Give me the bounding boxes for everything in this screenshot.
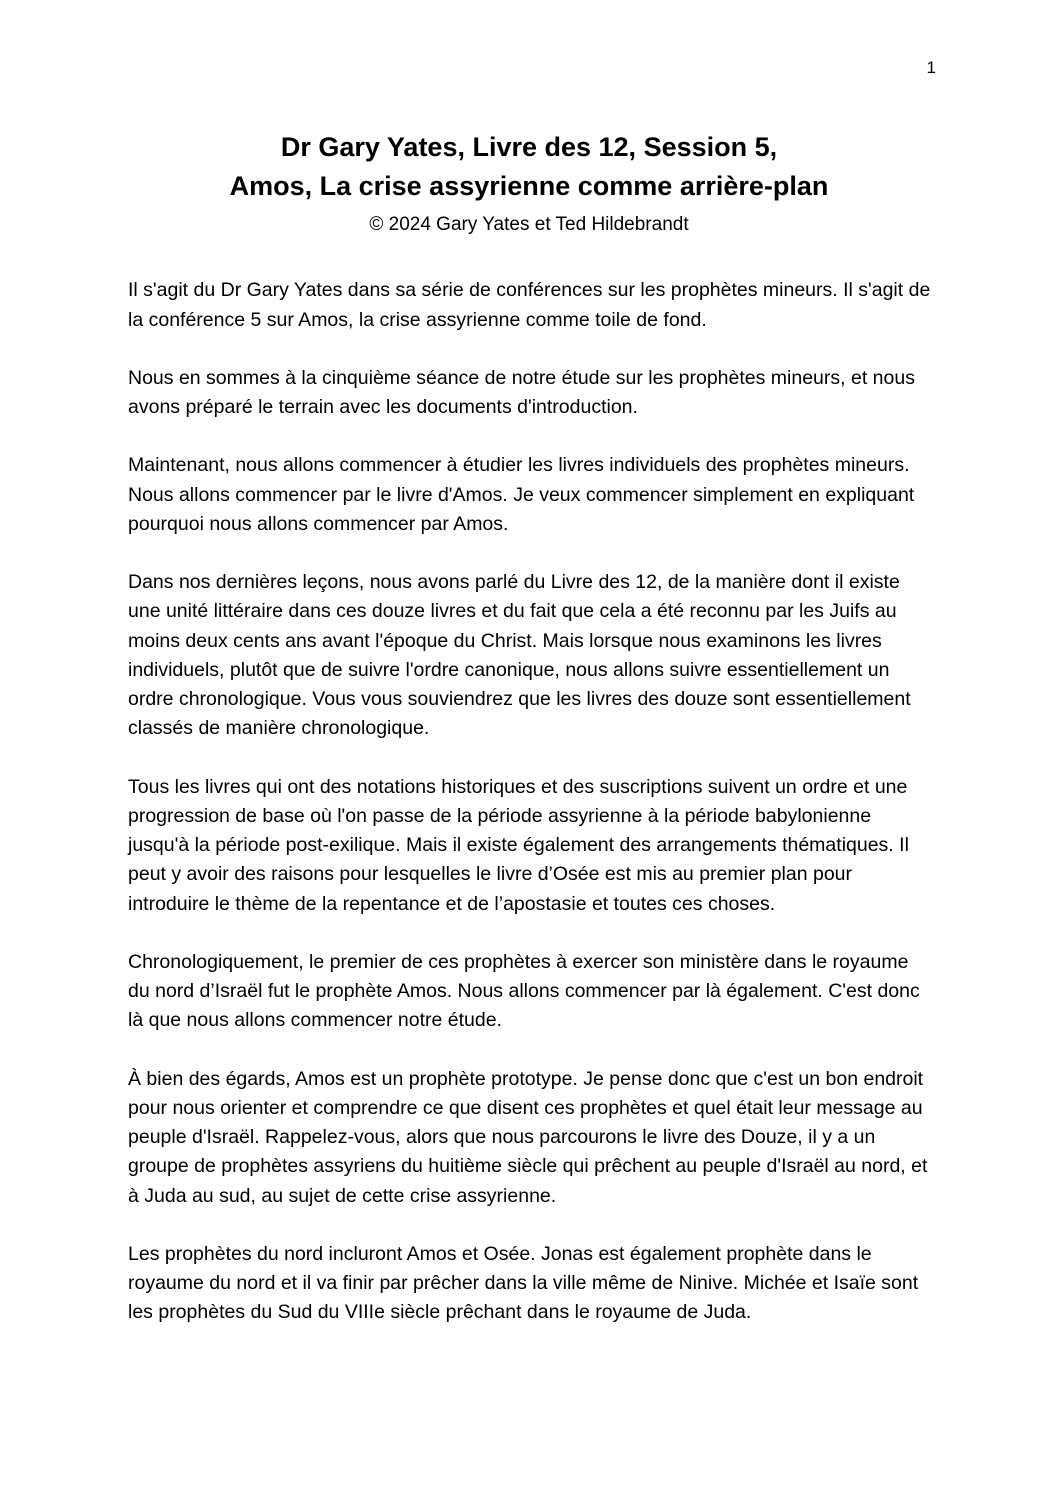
document-body xyxy=(128,276,932,1327)
paragraph: Les prophètes du nord incluront Amos et Osée. Jonas est également prophète dans le royaume du nord et il va finir par prêcher dans la ville même de Ninive. Michée et Isaïe sont les prophètes du Sud du VIIIe siècle prêchant dans le royaume de Juda. xyxy=(128,1242,919,1324)
document-title xyxy=(0,128,1058,206)
copyright-line: © 2024 Gary Yates et Ted Hildebrandt xyxy=(369,214,689,236)
paragraph: Il s'agit du Dr Gary Yates dans sa série de conférences sur les prophètes mineurs. Il s'agit de la conférence 5 sur Amos, la crise assyrienne comme toile de fond. xyxy=(128,279,931,331)
paragraph: Nous en sommes à la cinquième séance de notre étude sur les prophètes mineurs, et nous avons préparé le terrain avec les documents d'introduction. xyxy=(128,366,915,419)
paragraph: Tous les livres qui ont des notations historiques et des suscriptions suivent un ordre et une progression de base où l'on passe de la période assyrienne à la période babylonienne jusqu'à la période post-exilique. Mais il existe également des arrangements thématiques. Il peut y avoir des raisons pour lesquelles le livre d’Osée est mis au premier plan pour introduire le thème de la repentance et de l’apostasie et toutes ces choses. xyxy=(128,775,909,915)
title-line-2: Amos, La crise assyrienne comme arrière-plan xyxy=(229,171,829,202)
document-header xyxy=(0,0,1058,236)
page-number: 1 xyxy=(926,58,936,77)
paragraph: Chronologiquement, le premier de ces prophètes à exercer son ministère dans le royaume du nord d’Israël fut le prophète Amos. Nous allons commencer par là également. C'est donc là que nous allons commencer notre étude. xyxy=(128,950,920,1032)
title-line-1: Dr Gary Yates, Livre des 12, Session 5, xyxy=(280,132,778,162)
paragraph: Dans nos dernières leçons, nous avons parlé du Livre des 12, de la manière dont il existe une unité littéraire dans ces douze livres et du fait que cela a été reconnu par les Juifs au moins deux cents ans avant l'époque du Christ. Mais lorsque nous examinons les livres individuels, plutôt que de suivre l'ordre canonique, nous allons suivre essentiellement un ordre chronologique. Vous vous souviendrez que les livres des douze sont essentiellement classés de manière chronologique. xyxy=(128,571,911,740)
paragraph: Maintenant, nous allons commencer à étudier les livres individuels des prophètes mineurs. Nous allons commencer par le livre d'Amos. Je veux commencer simplement en expliquant pourquoi nous allons commencer par Amos. xyxy=(128,454,915,535)
paragraph: À bien des égards, Amos est un prophète prototype. Je pense donc que c'est un bon endroit pour nous orienter et comprendre ce que disent ces prophètes et quel était leur message au peuple d'Israël. Rappelez-vous, alors que nous parcourons le livre des Douze, il y a un groupe de prophètes assyriens du huitième siècle qui prêchent au peuple d'Israël au nord, et à Juda au sud, au sujet de cette crise assyrienne. xyxy=(128,1067,928,1207)
